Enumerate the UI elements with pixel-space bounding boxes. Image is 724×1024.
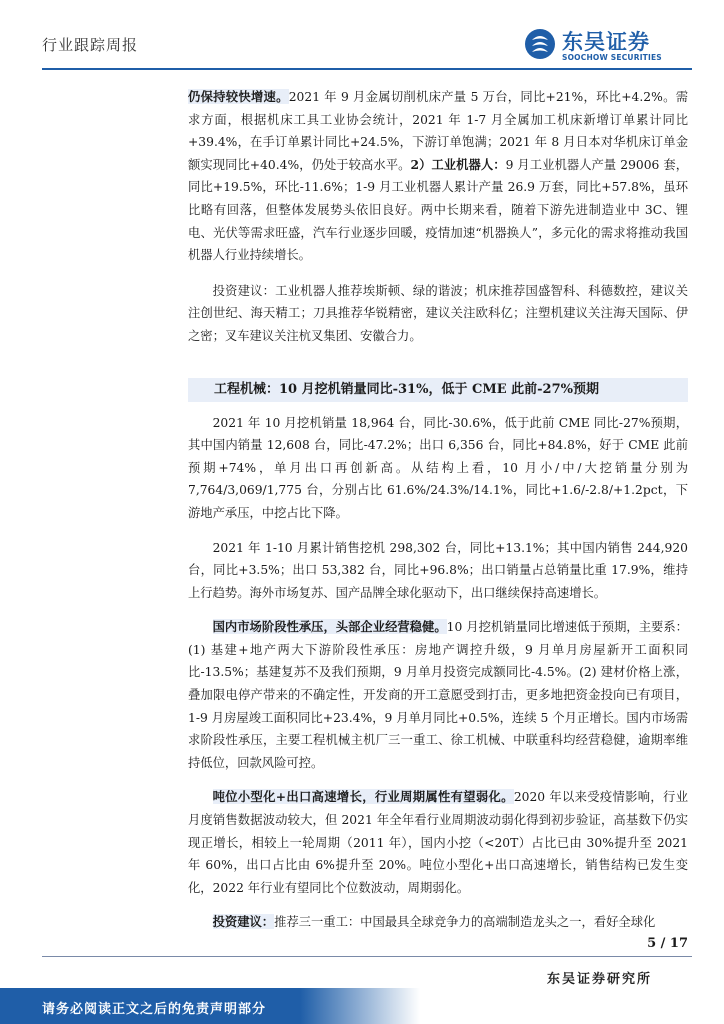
logo-english-name: SOOCHOW SECURITIES	[562, 53, 662, 62]
footer-organization: 东吴证券研究所	[546, 972, 652, 987]
logo-mark-icon	[524, 28, 556, 60]
main-content	[188, 86, 688, 934]
paragraph-investment-advice-2	[188, 911, 688, 934]
paragraph-subhead: 2）工业机器人：	[410, 156, 506, 172]
paragraph-lead: 仍保持较快增速。	[188, 89, 289, 104]
paragraph-text: 2020 年以来受疫情影响，行业月度销售数据波动较大，但 2021 年全年看行业周期波动弱化得到初步验证，高基数下仍实现正增长，相较上一轮周期（2011 年），国内小挖（<20T）占比已由 30%提升至 2021 年 60%，出口占比由 6%提升至 20%。吨位小型化+出口高速增长，销售结构已发生变化，2022 年行业有望同比个位数波动，周期弱化。	[188, 790, 688, 895]
paragraph-domestic-market	[188, 616, 688, 774]
paragraph-lead: 吨位小型化+出口高速增长，行业周期属性有望弱化。	[212, 789, 514, 805]
report-type-label: 行业跟踪周报	[42, 36, 139, 54]
paragraph-lead: 投资建议：	[212, 914, 275, 930]
paragraph-machine-tools	[188, 86, 688, 267]
paragraph-tonnage-export	[188, 786, 688, 899]
header-divider	[42, 68, 692, 70]
paragraph-text: 10 月挖机销量同比增速低于预期，主要系：(1) 基建+地产两大下游阶段性承压：房地产调控升级，9 月单月房屋新开工面积同比-13.5%；基建复苏不及我们预期，9 月单月投资完成额同比-4.5%。(2) 建材价格上涨，叠加限电停产带来的不确定性，开发商的开工意愿受到打击，更多地把资金投向已有项目，1-9 月房屋竣工面积同比+23.4%，9 月单月同比+0.5%，连续 5 个月正增长。国内市场需求阶段性承压，主要工程机械主机厂三一重工、徐工机械、中联重科均经营稳健，逾期率维持低位，回款风险可控。	[188, 620, 688, 770]
paragraph-text: 9 月工业机器人产量 29006 套，同比+19.5%，环比-11.6%；1-9 月工业机器人累计产量 26.9 万套，同比+57.8%，虽环比略有回落，但整体发展势头依旧良好。两中长期来看，随着下游先进制造业中 3C、锂电、光伏等需求旺盛，汽车行业逐步回暖，疫情加速“机器换人”，多元化的需求将推动我国机器人行业持续增长。	[188, 157, 688, 263]
paragraph-text: 推荐三一重工：中国最具全球竞争力的高端制造龙头之一，看好全球化	[274, 915, 656, 930]
logo-chinese-name: 东吴证券	[562, 30, 650, 54]
paragraph-excavator-october: 2021 年 10 月挖机销量 18,964 台，同比-30.6%，低于此前 CME 同比-27%预期，其中国内销量 12,608 台，同比-47.2%；出口 6,356 台，同比+84.8%，好于 CME 此前预期+74%，单月出口再创新高。从结构上看，10 月小/中/大挖销量分别为 7,764/3,069/1,775 台，分别占比 61.6%/24.3%/14.1%，同比+1.6/-2.8/+1.2pct，下游地产承压，中挖占比下降。	[188, 415, 688, 520]
paragraph-excavator-ytd: 2021 年 1-10 月累计销售挖机 298,302 台，同比+13.1%；其中国内销售 244,920 台，同比+3.5%；出口 53,382 台，同比+96.8%；出口销量占总销量比重 17.9%，维持上行趋势。海外市场复苏、国产品牌全球化驱动下，出口继续保持高速增长。	[188, 540, 688, 600]
paragraph-lead: 国内市场阶段性承压，头部企业经营稳健。	[212, 619, 447, 635]
footer-bar-fade	[300, 988, 420, 1024]
page-number: 5 / 17	[647, 936, 688, 951]
paragraph-text: 2021 年 9 月金属切削机床产量 5 万台，同比+21%，环比+4.2%。需求方面，根据机床工具工业协会统计，2021 年 1-7 月全属加工机床新增订单累计同比+39.4%，在手订单累计同比+24.5%，下游订单饱满；2021 年 8 月日本对华机床订单金额实现同比+40.4%，仍处于较高水平。	[188, 90, 688, 172]
company-logo	[524, 26, 692, 68]
paragraph-investment-advice-1: 投资建议：工业机器人推荐埃斯顿、绿的谐波；机床推荐国盛智科、科德数控，建议关注创世纪、海天精工；刀具推荐华锐精密，建议关注欧科亿；注塑机建议关注海天国际、伊之密；叉车建议关注杭叉集团、安徽合力。	[188, 283, 688, 343]
footer-disclaimer: 请务必阅读正文之后的免责声明部分	[42, 1002, 267, 1017]
section-title-construction-machinery: 工程机械：10 月挖机销量同比-31%，低于 CME 此前-27%预期	[188, 378, 688, 402]
footer-divider	[42, 956, 692, 957]
